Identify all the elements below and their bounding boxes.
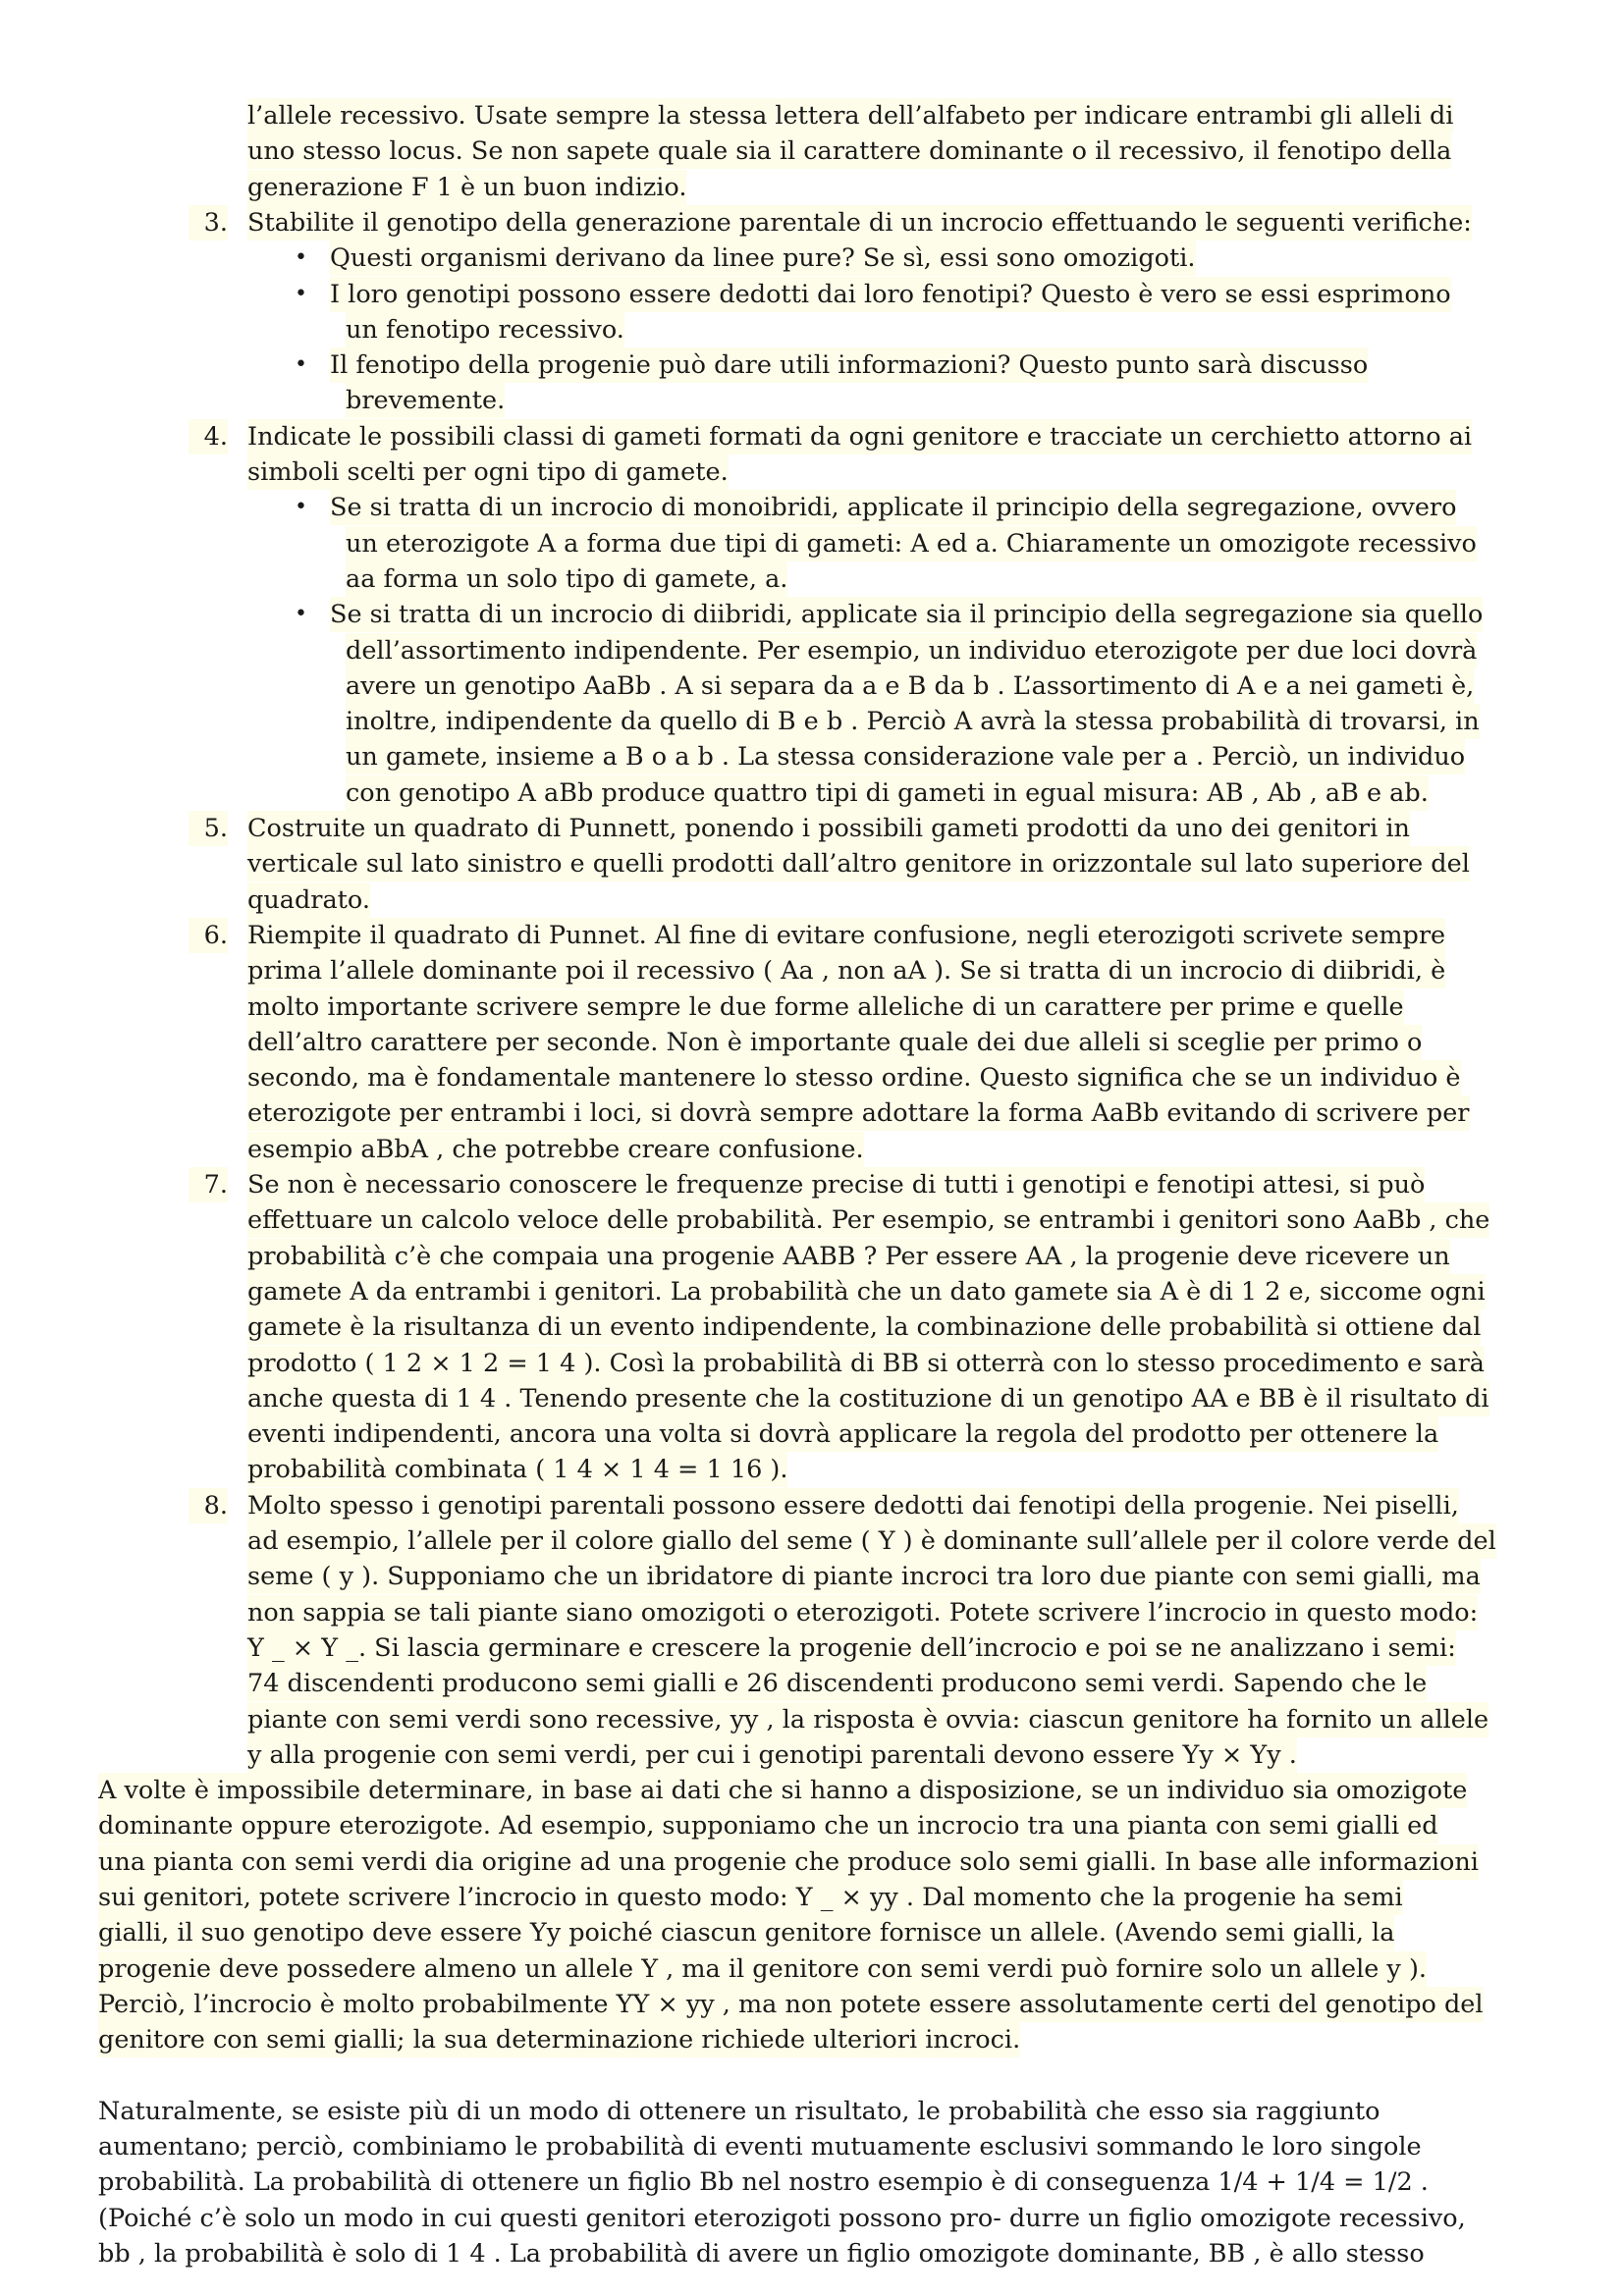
list-item-line: simboli scelti per ogni tipo di gamete. xyxy=(247,454,729,490)
list-item-line: probabilità combinata ( 1 4 × 1 4 = 1 16 ). xyxy=(247,1452,787,1487)
list-item-line: piante con semi verdi sono recessive, yy , la risposta è ovvia: ciascun genitore ha fornito un allele xyxy=(247,1702,1488,1737)
bullet-item-line: Se si tratta di un incrocio di monoibridi, applicate il principio della segregazione, ovvero xyxy=(330,490,1456,525)
list-item-line: molto importante scrivere sempre le due forme alleliche di un carattere per prime e quelle xyxy=(247,989,1404,1025)
list-item-line: dell’altro carattere per seconde. Non è importante quale dei due alleli si sceglie per primo o xyxy=(247,1025,1422,1060)
bullet-item-line: Questi organismi derivano da linee pure? Se sì, essi sono omozigoti. xyxy=(330,240,1196,276)
list-item-2-line: l’allele recessivo. Usate sempre la stessa lettera dell’alfabeto per indicare entrambi gli alleli di xyxy=(247,98,1453,133)
list-item-2-line: generazione F 1 è un buon indizio. xyxy=(247,170,686,205)
list-item-line: y alla progenie con semi verdi, per cui i genotipi parentali devono essere Yy × Yy . xyxy=(247,1737,1297,1773)
bullet-item-line: avere un genotipo AaBb . A si separa da a e B da b . L’assortimento di A e a nei gameti è, xyxy=(346,668,1474,704)
list-item-line: eterozigote per entrambi i loci, si dovrà sempre adottare la forma AaBb evitando di scrivere per xyxy=(247,1095,1470,1131)
list-item-line: prima l’allele dominante poi il recessivo ( Aa , non aA ). Se si tratta di un incrocio di diibridi, è xyxy=(247,953,1445,988)
list-item-line: Costruite un quadrato di Punnett, ponendo i possibili gameti prodotti da uno dei genitori in xyxy=(247,811,1410,846)
list-item-line: ad esempio, l’allele per il colore giallo del seme ( Y ) è dominante sull’allele per il colore verde del xyxy=(247,1523,1496,1559)
paragraph-line: Naturalmente, se esiste più di un modo di ottenere un risultato, le probabilità che esso sia raggiunto xyxy=(98,2096,1380,2126)
list-number-item6: 6. xyxy=(189,918,228,953)
paragraph-line: gialli, il suo genotipo deve essere Yy poiché ciascun genitore fornisce un allele. (Avendo semi gialli, la xyxy=(98,1915,1394,1950)
bullet-item-line: I loro genotipi possono essere dedotti dai loro fenotipi? Questo è vero se essi esprimono xyxy=(330,277,1451,312)
list-number-item8: 8. xyxy=(189,1488,228,1523)
list-number-item4: 4. xyxy=(189,419,228,454)
list-item-2-line: uno stesso locus. Se non sapete quale sia il carattere dominante o il recessivo, il fenotipo della xyxy=(247,133,1451,169)
list-number-item5: 5. xyxy=(189,811,228,846)
paragraph-line: probabilità. La probabilità di ottenere un figlio Bb nel nostro esempio è di conseguenza 1/4 + 1/4 = 1/2 . xyxy=(98,2167,1429,2198)
list-item-line: gamete è la risultanza di un evento indipendente, la combinazione delle probabilità si ottiene dal xyxy=(247,1309,1481,1345)
list-item-line: probabilità c’è che compaia una progenie AABB ? Per essere AA , la progenie deve ricevere un xyxy=(247,1239,1450,1274)
bullet-dot-icon: • xyxy=(295,281,307,306)
list-number-item3: 3. xyxy=(189,205,228,240)
list-item-line: esempio aBbA , che potrebbe creare confusione. xyxy=(247,1132,864,1167)
list-item-line: Stabilite il genotipo della generazione parentale di un incrocio effettuando le seguenti verifiche: xyxy=(247,205,1472,240)
paragraph-line: dominante oppure eterozigote. Ad esempio, supponiamo che un incrocio tra una pianta con semi gialli ed xyxy=(98,1808,1438,1843)
paragraph-line: (Poiché c’è solo un modo in cui questi genitori eterozigoti possono pro- durre un figlio omozigote recessivo, xyxy=(98,2203,1466,2233)
list-item-line: quadrato. xyxy=(247,882,370,918)
paragraph-line: bb , la probabilità è solo di 1 4 . La probabilità di avere un figlio omozigote dominante, BB , è allo stesso xyxy=(98,2239,1425,2269)
list-item-line: Se non è necessario conoscere le frequenze precise di tutti i genotipi e fenotipi attesi, si può xyxy=(247,1167,1425,1202)
paragraph-line: aumentano; perciò, combiniamo le probabilità di eventi mutuamente esclusivi sommando le loro singole xyxy=(98,2132,1422,2163)
list-item-line: secondo, ma è fondamentale mantenere lo stesso ordine. Questo significa che se un individuo è xyxy=(247,1060,1461,1095)
bullet-dot-icon: • xyxy=(295,245,307,271)
list-number-item7: 7. xyxy=(189,1167,228,1202)
bullet-item-line: un gamete, insieme a B o a b . La stessa considerazione vale per a . Perciò, un individuo xyxy=(346,739,1465,774)
list-item-line: prodotto ( 1 2 × 1 2 = 1 4 ). Così la probabilità di BB si otterrà con lo stesso procedimento e sarà xyxy=(247,1346,1485,1381)
bullet-dot-icon: • xyxy=(295,602,307,627)
bullet-item-line: Se si tratta di un incrocio di diibridi, applicate sia il principio della segregazione sia quello xyxy=(330,597,1483,632)
list-item-line: seme ( y ). Supponiamo che un ibridatore di piante incroci tra loro due piante con semi gialli, ma xyxy=(247,1559,1481,1594)
list-item-line: Indicate le possibili classi di gameti formati da ogni genitore e tracciate un cerchietto attorno ai xyxy=(247,419,1472,454)
paragraph-line: Perciò, l’incrocio è molto probabilmente YY × yy , ma non potete essere assolutamente certi del genotipo del xyxy=(98,1987,1484,2022)
list-item-line: anche questa di 1 4 . Tenendo presente che la costituzione di un genotipo AA e BB è il risultato di xyxy=(247,1381,1489,1416)
bullet-item-line: inoltre, indipendente da quello di B e b . Perciò A avrà la stessa probabilità di trovarsi, in xyxy=(346,704,1480,739)
paragraph-line: A volte è impossibile determinare, in base ai dati che si hanno a disposizione, se un individuo sia omozigote xyxy=(98,1773,1467,1808)
list-item-line: eventi indipendenti, ancora una volta si dovrà applicare la regola del prodotto per ottenere la xyxy=(247,1416,1438,1452)
list-item-line: 74 discendenti producono semi gialli e 26 discendenti producono semi verdi. Sapendo che le xyxy=(247,1666,1427,1701)
bullet-item-line: un eterozigote A a forma due tipi di gameti: A ed a. Chiaramente un omozigote recessivo xyxy=(346,526,1477,561)
list-item-line: Riempite il quadrato di Punnet. Al fine di evitare confusione, negli eterozigoti scrivete sempre xyxy=(247,918,1445,953)
bullet-dot-icon: • xyxy=(295,495,307,520)
list-item-line: non sappia se tali piante siano omozigoti o eterozigoti. Potete scrivere l’incrocio in questo modo: xyxy=(247,1595,1478,1630)
bullet-item-line: aa forma un solo tipo di gamete, a. xyxy=(346,561,787,597)
bullet-item-line: Il fenotipo della progenie può dare utili informazioni? Questo punto sarà discusso xyxy=(330,347,1368,383)
list-item-line: verticale sul lato sinistro e quelli prodotti dall’altro genitore in orizzontale sul lato superiore del xyxy=(247,846,1470,881)
bullet-item-line: con genotipo A aBb produce quattro tipi di gameti in egual misura: AB , Ab , aB e ab. xyxy=(346,775,1429,811)
paragraph-line: genitore con semi gialli; la sua determinazione richiede ulteriori incroci. xyxy=(98,2022,1020,2057)
bullet-item-line: un fenotipo recessivo. xyxy=(346,312,624,347)
bullet-item-line: dell’assortimento indipendente. Per esempio, un individuo eterozigote per due loci dovrà xyxy=(346,633,1477,668)
list-item-line: effettuare un calcolo veloce delle probabilità. Per esempio, se entrambi i genitori sono AaBb , che xyxy=(247,1202,1489,1238)
bullet-dot-icon: • xyxy=(295,352,307,378)
paragraph-line: una pianta con semi verdi dia origine ad una progenie che produce solo semi gialli. In base alle informazioni xyxy=(98,1844,1479,1880)
paragraph-line: sui genitori, potete scrivere l’incrocio in questo modo: Y _ × yy . Dal momento che la progenie ha semi xyxy=(98,1880,1403,1915)
bullet-item-line: brevemente. xyxy=(346,383,505,418)
list-item-line: Molto spesso i genotipi parentali possono essere dedotti dai fenotipi della progenie. Nei piselli, xyxy=(247,1488,1459,1523)
list-item-line: Y _ × Y _. Si lascia germinare e crescere la progenie dell’incrocio e poi se ne analizzano i semi: xyxy=(247,1630,1456,1666)
list-item-line: gamete A da entrambi i genitori. La probabilità che un dato gamete sia A è di 1 2 e, siccome ogni xyxy=(247,1274,1486,1309)
paragraph-line: progenie deve possedere almeno un allele Y , ma il genitore con semi verdi può fornire solo un allele y ). xyxy=(98,1951,1427,1987)
